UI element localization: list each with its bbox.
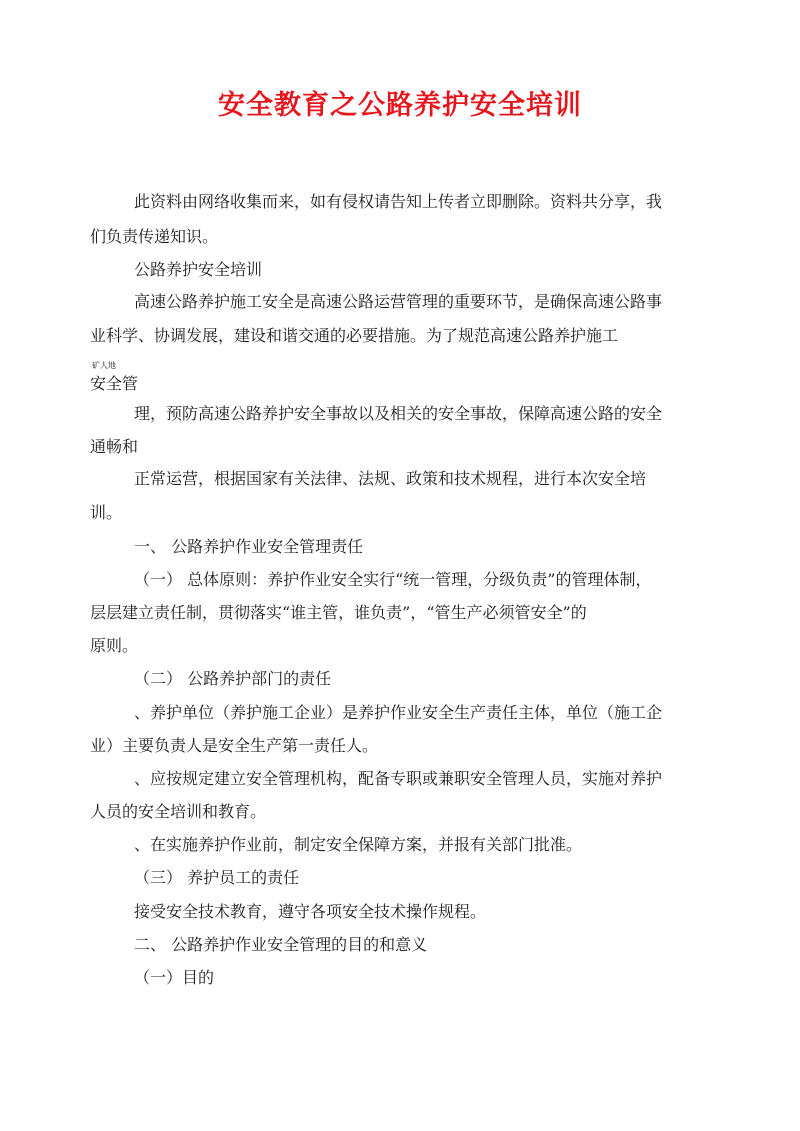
document-title: 安全教育之公路养护安全培训: [218, 90, 582, 121]
subsection-heading: （一）目的: [134, 968, 215, 987]
paragraph-line: 接受安全技术教育，遵守各项安全技术操作规程。: [134, 902, 487, 921]
section-heading: 一、 公路养护作业安全管理责任: [134, 537, 364, 556]
paragraph-line: 们负责传递知识。: [90, 227, 219, 246]
subsection-heading: （一） 总体原则：养护作业安全实行“统一管理，分级负责”的管理体制，: [134, 570, 652, 589]
paragraph-line: 安全管: [90, 374, 139, 393]
paragraph-line: 、应按规定建立安全管理机构，配备专职或兼职安全管理人员，实施对养护: [134, 769, 663, 788]
paragraph-line: 正常运营，根据国家有关法律、法规、政策和技术规程，进行本次安全培: [134, 469, 647, 488]
paragraph-line: 理，预防高速公路养护安全事故以及相关的安全事故，保障高速公路的安全: [134, 404, 663, 423]
paragraph-line: 业科学、协调发展，建设和谐交通的必要措施。为了规范高速公路养护施工: [90, 326, 619, 345]
subsection-heading: （二） 公路养护部门的责任: [134, 669, 332, 688]
paragraph-line: 业）主要负责人是安全生产第一责任人。: [90, 736, 379, 755]
paragraph-line: 、养护单位（养护施工企业）是养护作业安全生产责任主体，单位（施工企: [134, 703, 663, 722]
paragraph-line: 层层建立责任制，贯彻落实“谁主管，谁负责”，“管生产必须管安全”的: [90, 603, 587, 622]
paragraph-line: 原则。: [90, 636, 139, 655]
paragraph-line: 通畅和: [90, 437, 139, 456]
paragraph-line: 公路养护安全培训: [134, 260, 263, 279]
paragraph-line: 高速公路养护施工安全是高速公路运营管理的重要环节，是确保高速公路事: [134, 292, 663, 311]
subsection-heading: （三） 养护员工的责任: [134, 868, 300, 887]
paragraph-line: 训。: [90, 503, 123, 522]
paragraph-line: 人员的安全培训和教育。: [90, 802, 267, 821]
small-note: 矿人地: [92, 361, 116, 370]
paragraph-line: 、在实施养护作业前，制定安全保障方案，并报有关部门批准。: [134, 835, 583, 854]
section-heading: 二、 公路养护作业安全管理的目的和意义: [134, 935, 428, 954]
paragraph-line: 此资料由网络收集而来，如有侵权请告知上传者立即删除。资料共分享，我: [134, 192, 663, 211]
